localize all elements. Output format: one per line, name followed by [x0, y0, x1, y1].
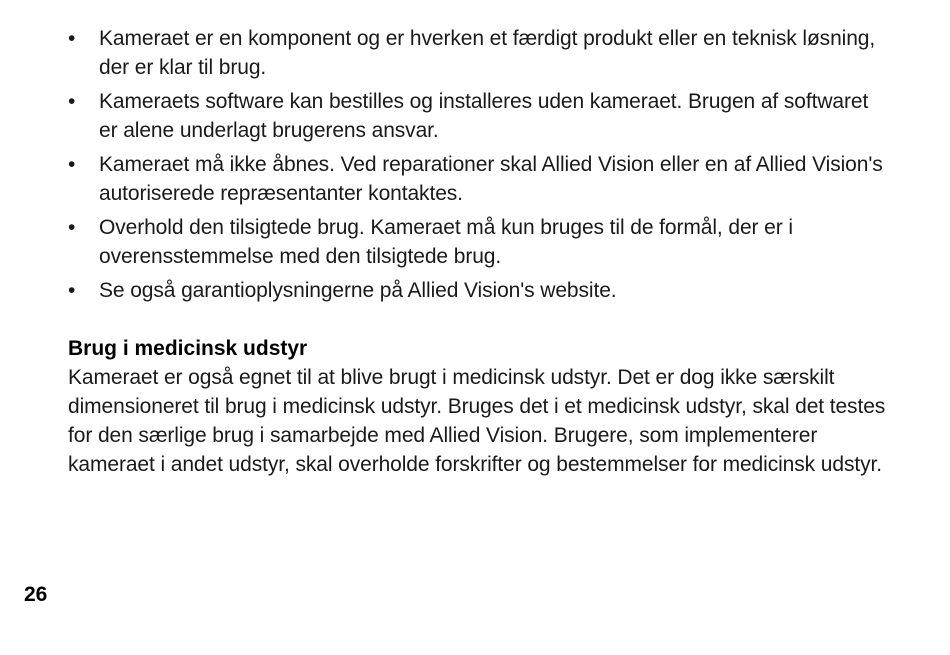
bullet-dot-icon: •: [68, 90, 76, 113]
bullet-item: [68, 213, 888, 271]
bullet-item: [68, 150, 888, 208]
section-body: Kameraet er også egnet til at blive brugt i medicinsk udstyr. Det er dog ikke særskilt dimensioneret til brug i medicinsk udstyr. Bruges det i et medicinsk udstyr, skal det testes for den særlige brug i samarbejde med Allied Vision. Brugere, som implementerer kameraet i andet udstyr, skal overholde forskrifter og bestemmelser for medicinsk udstyr.: [68, 366, 886, 476]
bullet-dot-icon: •: [68, 216, 76, 239]
bullet-item: [68, 87, 888, 145]
bullet-text: Se også garantioplysningerne på Allied Vision's website.: [99, 279, 617, 302]
bullet-item: [68, 276, 888, 305]
bullet-text: Kameraet må ikke åbnes. Ved reparationer skal Allied Vision eller en af Allied Vision's autoriserede repræsentanter kontaktes.: [99, 153, 883, 205]
bullet-text: Kameraets software kan bestilles og installeres uden kameraet. Brugen af softwaret er alene underlagt brugerens ansvar.: [99, 90, 869, 142]
bullet-dot-icon: •: [68, 153, 76, 176]
page-number: 26: [24, 583, 48, 606]
bullet-dot-icon: •: [68, 27, 76, 50]
bullet-item: [68, 24, 888, 82]
bullet-dot-icon: •: [68, 279, 76, 302]
section-heading: Brug i medicinsk udstyr: [68, 337, 308, 360]
bullet-list: [68, 24, 888, 310]
medical-use-section: [68, 334, 888, 479]
bullet-text: Overhold den tilsigtede brug. Kameraet må kun bruges til de formål, der er i overensstemmelse med den tilsigtede brug.: [99, 216, 793, 268]
bullet-text: Kameraet er en komponent og er hverken et færdigt produkt eller en teknisk løsning, der er klar til brug.: [99, 27, 876, 79]
